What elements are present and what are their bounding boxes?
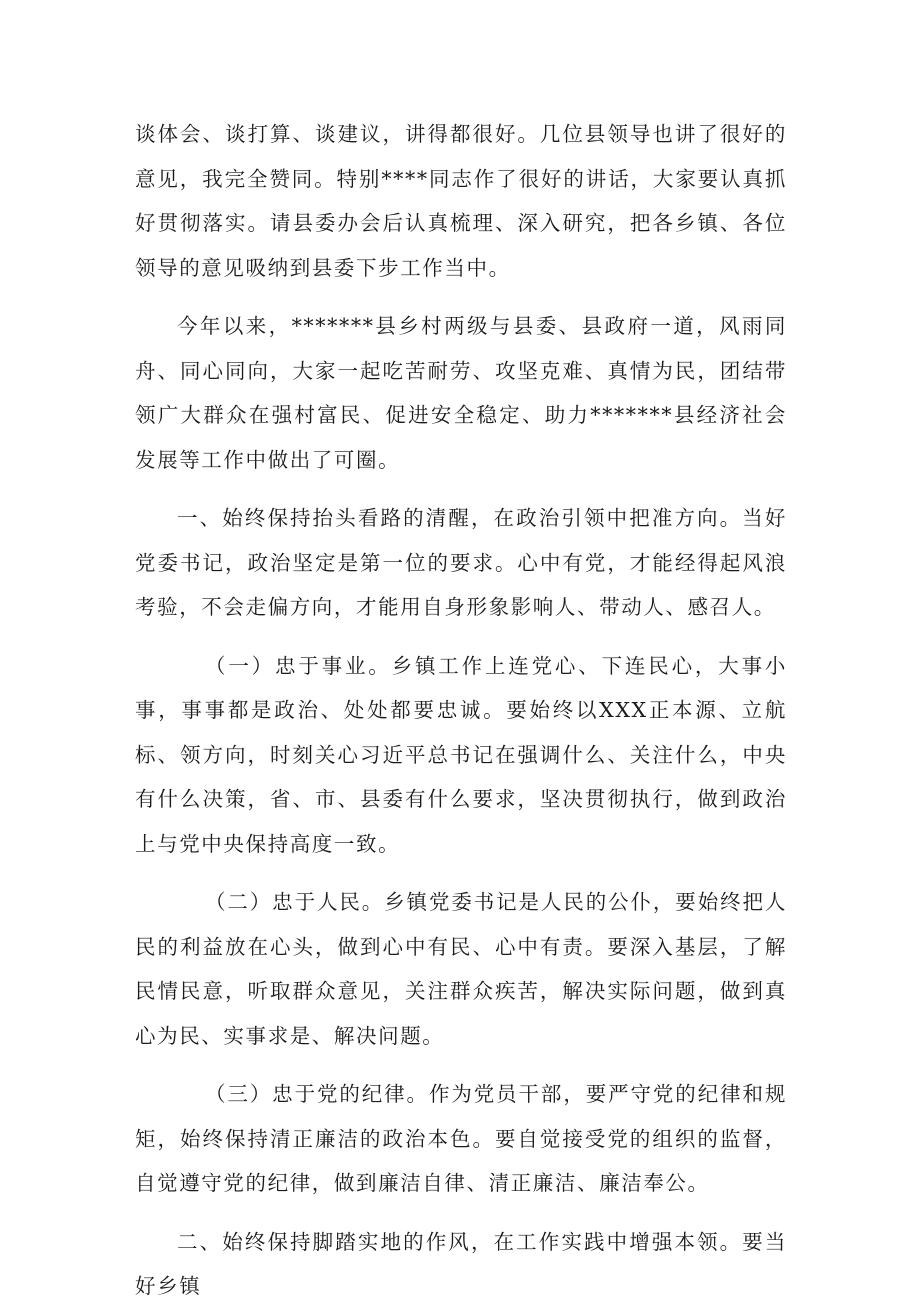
subsection-loyal-to-discipline: （三）忠于党的纪律。作为党员干部，要严守党的纪律和规矩，始终保持清正廉洁的政治本色。要自觉接受党的组织的监督，自觉遵守党的纪律，做到廉洁自律、清正廉洁、廉洁奉公。 bbox=[135, 1082, 787, 1195]
paragraph-year-summary: 今年以来，*******县乡村两级与县委、县政府一道，风雨同舟、同心同向，大家一起吃苦耐劳、攻坚克难、真情为民，团结带领广大群众在强村富民、促进安全稳定、助力*******县经济社会发展等工作中做出了可圈。 bbox=[135, 314, 787, 472]
paragraph-gap bbox=[135, 1058, 787, 1072]
section-heading-two: 二、始终保持脚踏实地的作风，在工作实践中增强本领。要当好乡镇 bbox=[135, 1229, 787, 1298]
section-heading-one: 一、始终保持抬头看路的清醒，在政治引领中把准方向。当好党委书记，政治坚定是第一位的要求。心中有党，才能经得起风浪考验，不会走偏方向，才能用自身形象影响人、带动人、感召人。 bbox=[135, 506, 787, 619]
paragraph-gap bbox=[135, 290, 787, 304]
paragraph-gap bbox=[135, 1206, 787, 1220]
paragraph-gap bbox=[135, 866, 787, 880]
document-page bbox=[135, 112, 787, 1309]
paragraph-gap bbox=[135, 482, 787, 496]
paragraph-gap bbox=[135, 630, 787, 644]
subsection-loyal-to-people: （二）忠于人民。乡镇党委书记是人民的公仆，要始终把人民的利益放在心头，做到心中有民、心中有责。要深入基层，了解民情民意，听取群众意见，关注群众疾苦，解决实际问题，做到真心为民、实事求是、解决问题。 bbox=[135, 890, 787, 1048]
paragraph-opening-remarks: 谈体会、谈打算、谈建议，讲得都很好。几位县领导也讲了很好的意见，我完全赞同。特别****同志作了很好的讲话，大家要认真抓好贯彻落实。请县委办会后认真梳理、深入研究，把各乡镇、各位领导的意见吸纳到县委下步工作当中。 bbox=[135, 122, 787, 280]
subsection-loyal-to-cause: （一）忠于事业。乡镇工作上连党心、下连民心，大事小事，事事都是政治、处处都要忠诚。要始终以XXX正本源、立航标、领方向，时刻关心习近平总书记在强调什么、关注什么，中央有什么决策，省、市、县委有什么要求，坚决贯彻执行，做到政治上与党中央保持高度一致。 bbox=[135, 653, 787, 856]
